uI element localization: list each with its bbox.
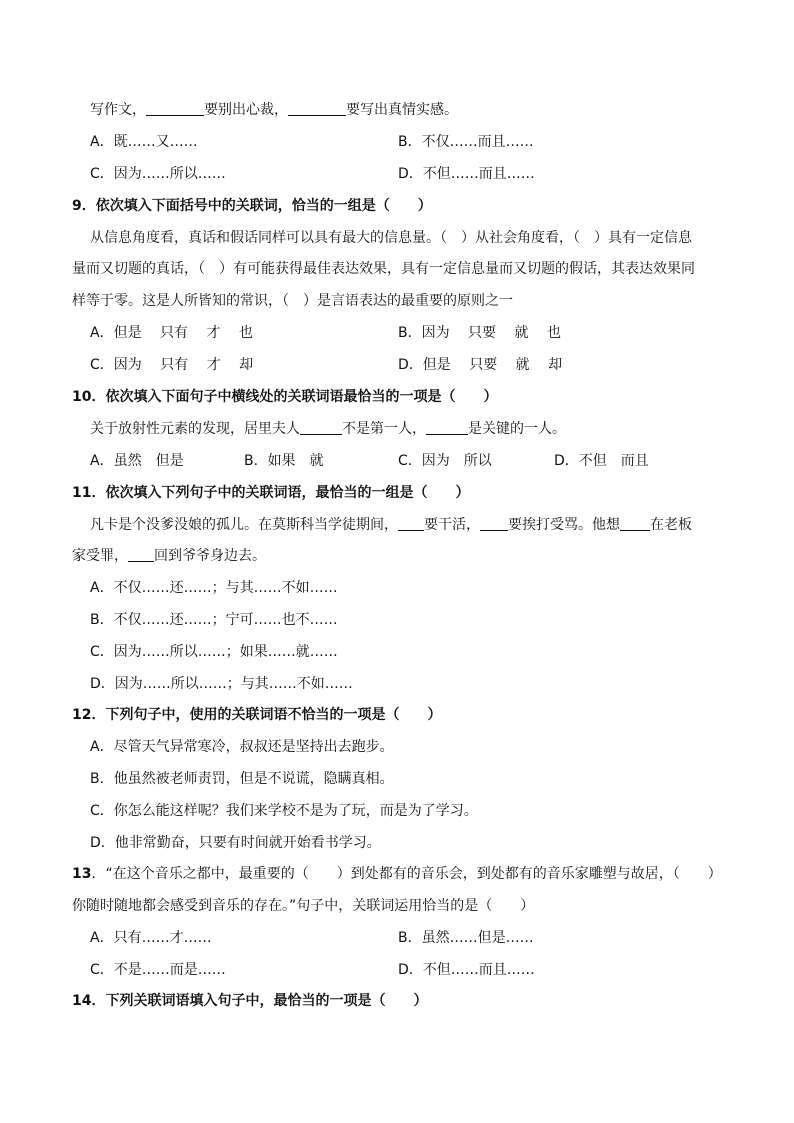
q9-option-a[interactable]: A．但是 只有 才 也 [90, 325, 253, 341]
q8-option-c[interactable]: C．因为……所以…… [90, 166, 226, 182]
q9-passage-line-3: 样等于零。这是人所皆知的常识，（ ）是言语表达的最重要的原则之一 [72, 293, 513, 309]
q14-stem: 14．下列关联词语填入句子中，最恰当的一项是（ ） [72, 993, 428, 1009]
q12-stem: 12．下列句子中，使用的关联词语不恰当的一项是（ ） [72, 707, 442, 723]
q13-option-c[interactable]: C．不是……而是…… [90, 962, 226, 978]
q11-option-c[interactable]: C．因为……所以……；如果……就…… [90, 644, 338, 660]
q10-sentence: 关于放射性元素的发现，居里夫人 不是第一人， 是关键的一人。 [90, 421, 566, 437]
q8-blank-1 [146, 101, 204, 116]
q11-passage-line-2: 家受罪， 回到爷爷身边去。 [72, 548, 266, 564]
q11-blank-2 [480, 516, 508, 531]
q13-stem-line-1: 13．“在这个音乐之都中，最重要的（ ）到处都有的音乐会，到处都有的音乐家雕塑与故居，（ ） [72, 866, 722, 882]
q11-blank-3 [620, 516, 650, 531]
q12-number: 12 [72, 707, 92, 723]
q8-blank-2 [288, 101, 346, 116]
q13-stem-line-2: 你随时随地都会感受到音乐的存在。”句子中，关联词运用恰当的是（ ） [72, 898, 535, 914]
q12-option-b[interactable]: B．他虽然被老师责罚，但是不说谎，隐瞒真相。 [90, 771, 394, 787]
q8-option-a[interactable]: A．既……又…… [90, 134, 198, 150]
q9-number: 9 [72, 198, 82, 214]
q11-stem: 11．依次填入下列句子中的关联词语，最恰当的一组是（ ） [72, 485, 470, 501]
q11-blank-4 [128, 547, 154, 562]
q10-blank-2 [426, 420, 468, 435]
q8-sentence: 写作文， 要别出心裁， 要写出真情实感。 [90, 102, 458, 118]
q13-option-a[interactable]: A．只有……才…… [90, 930, 212, 946]
q9-option-b[interactable]: B．因为 只要 就 也 [398, 325, 561, 341]
q13-option-d[interactable]: D．不但……而且…… [398, 962, 535, 978]
q9-option-d[interactable]: D．但是 只要 就 却 [398, 357, 563, 373]
q11-number: 11 [72, 485, 92, 501]
q9-option-c[interactable]: C．因为 只有 才 却 [90, 357, 254, 373]
q13-option-b[interactable]: B．虽然……但是…… [398, 930, 534, 946]
q10-option-c[interactable]: C．因为 所以 [398, 453, 492, 469]
q14-number: 14 [72, 993, 92, 1009]
q12-option-c[interactable]: C．你怎么能这样呢？我们来学校不是为了玩，而是为了学习。 [90, 803, 478, 819]
q9-stem: 9．依次填入下面括号中的关联词，恰当的一组是（ ） [72, 198, 432, 214]
q11-option-b[interactable]: B．不仅……还……；宁可……也不…… [90, 612, 338, 628]
q9-passage-line-2: 量而又切题的真话，（ ）有可能获得最佳表达效果，具有一定信息量而又切题的假话，其表达效果同 [72, 261, 695, 277]
q12-option-a[interactable]: A．尽管天气异常寒冷，叔叔还是坚持出去跑步。 [90, 739, 394, 755]
q8-option-d[interactable]: D．不但……而且…… [398, 166, 535, 182]
q11-option-a[interactable]: A．不仅……还……；与其……不如…… [90, 580, 338, 596]
q11-passage-line-1: 凡卡是个没爹没娘的孤儿。在莫斯科当学徒期间， 要干活， 要挨打受骂。他想 在老板 [90, 517, 692, 533]
q13-number: 13 [72, 866, 92, 882]
q11-option-d[interactable]: D．因为……所以……；与其……不如…… [90, 676, 353, 692]
q10-option-a[interactable]: A．虽然 但是 [90, 453, 184, 469]
q9-passage-line-1: 从信息角度看，真话和假话同样可以具有最大的信息量。（ ）从社会角度看，（ ）具有一定信息 [90, 230, 692, 246]
q10-option-d[interactable]: D．不但 而且 [554, 453, 649, 469]
q10-stem: 10．依次填入下面句子中横线处的关联词语最恰当的一项是（ ） [72, 389, 498, 405]
q11-blank-1 [398, 516, 424, 531]
q12-option-d[interactable]: D．他非常勤奋，只要有时间就开始看书学习。 [90, 835, 381, 851]
q10-number: 10 [72, 389, 92, 405]
q10-option-b[interactable]: B．如果 就 [244, 453, 324, 469]
q8-option-b[interactable]: B．不仅……而且…… [398, 134, 534, 150]
q10-blank-1 [300, 420, 342, 435]
